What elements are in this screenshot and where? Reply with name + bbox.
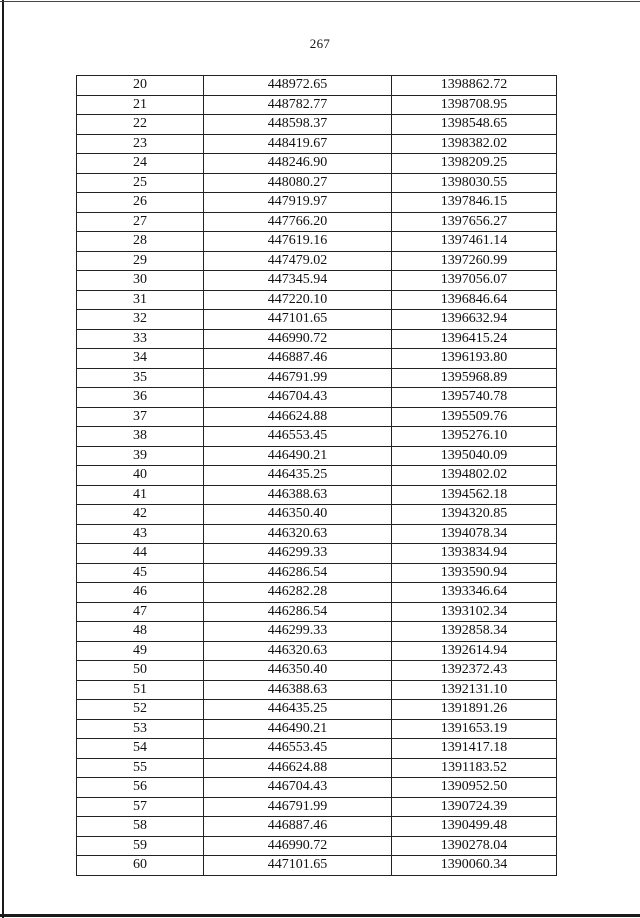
point-number-cell: 55	[77, 758, 204, 778]
point-number-cell: 40	[77, 466, 204, 486]
table-row	[77, 719, 557, 739]
point-number-cell: 50	[77, 661, 204, 681]
y-coordinate-cell: 1393102.34	[392, 602, 557, 622]
table-row	[77, 427, 557, 447]
table-row	[77, 368, 557, 388]
table-row	[77, 524, 557, 544]
x-coordinate-cell: 446350.40	[204, 505, 392, 525]
x-coordinate-cell: 446388.63	[204, 485, 392, 505]
x-coordinate-cell: 448598.37	[204, 115, 392, 135]
table-row	[77, 544, 557, 564]
y-coordinate-cell: 1394562.18	[392, 485, 557, 505]
y-coordinate-cell: 1397461.14	[392, 232, 557, 252]
table-row	[77, 583, 557, 603]
point-number-cell: 35	[77, 368, 204, 388]
x-coordinate-cell: 446435.25	[204, 700, 392, 720]
table-row	[77, 95, 557, 115]
y-coordinate-cell: 1392131.10	[392, 680, 557, 700]
y-coordinate-cell: 1391183.52	[392, 758, 557, 778]
table-row	[77, 641, 557, 661]
x-coordinate-cell: 446435.25	[204, 466, 392, 486]
x-coordinate-cell: 446791.99	[204, 797, 392, 817]
y-coordinate-cell: 1395740.78	[392, 388, 557, 408]
point-number-cell: 59	[77, 836, 204, 856]
point-number-cell: 43	[77, 524, 204, 544]
point-number-cell: 54	[77, 739, 204, 759]
point-number-cell: 51	[77, 680, 204, 700]
y-coordinate-cell: 1390060.34	[392, 856, 557, 876]
table-row	[77, 173, 557, 193]
point-number-cell: 36	[77, 388, 204, 408]
y-coordinate-cell: 1390724.39	[392, 797, 557, 817]
x-coordinate-cell: 446320.63	[204, 524, 392, 544]
x-coordinate-cell: 447101.65	[204, 310, 392, 330]
table-row	[77, 212, 557, 232]
table-row	[77, 836, 557, 856]
point-number-cell: 28	[77, 232, 204, 252]
table-row	[77, 310, 557, 330]
x-coordinate-cell: 446553.45	[204, 739, 392, 759]
x-coordinate-cell: 446299.33	[204, 622, 392, 642]
x-coordinate-cell: 446553.45	[204, 427, 392, 447]
table-row	[77, 115, 557, 135]
x-coordinate-cell: 447345.94	[204, 271, 392, 291]
y-coordinate-cell: 1391891.26	[392, 700, 557, 720]
x-coordinate-cell: 446704.43	[204, 778, 392, 798]
x-coordinate-cell: 448080.27	[204, 173, 392, 193]
y-coordinate-cell: 1394320.85	[392, 505, 557, 525]
table-row	[77, 680, 557, 700]
y-coordinate-cell: 1390499.48	[392, 817, 557, 837]
point-number-cell: 31	[77, 290, 204, 310]
table-row	[77, 856, 557, 876]
table-row	[77, 485, 557, 505]
y-coordinate-cell: 1398209.25	[392, 154, 557, 174]
table-row	[77, 817, 557, 837]
table-row	[77, 505, 557, 525]
y-coordinate-cell: 1393834.94	[392, 544, 557, 564]
page-edge-bottom	[0, 914, 640, 917]
point-number-cell: 41	[77, 485, 204, 505]
table-row	[77, 758, 557, 778]
point-number-cell: 29	[77, 251, 204, 271]
page-edge-top	[0, 1, 640, 2]
y-coordinate-cell: 1394802.02	[392, 466, 557, 486]
point-number-cell: 21	[77, 95, 204, 115]
point-number-cell: 58	[77, 817, 204, 837]
table-row	[77, 563, 557, 583]
table-row	[77, 602, 557, 622]
table-row	[77, 407, 557, 427]
table-row	[77, 388, 557, 408]
point-number-cell: 46	[77, 583, 204, 603]
x-coordinate-cell: 448782.77	[204, 95, 392, 115]
y-coordinate-cell: 1398030.55	[392, 173, 557, 193]
point-number-cell: 49	[77, 641, 204, 661]
y-coordinate-cell: 1395968.89	[392, 368, 557, 388]
y-coordinate-cell: 1398862.72	[392, 76, 557, 96]
y-coordinate-cell: 1398708.95	[392, 95, 557, 115]
point-number-cell: 32	[77, 310, 204, 330]
y-coordinate-cell: 1397056.07	[392, 271, 557, 291]
x-coordinate-cell: 448419.67	[204, 134, 392, 154]
table-row	[77, 466, 557, 486]
point-number-cell: 26	[77, 193, 204, 213]
y-coordinate-cell: 1396632.94	[392, 310, 557, 330]
y-coordinate-cell: 1396415.24	[392, 329, 557, 349]
point-number-cell: 45	[77, 563, 204, 583]
y-coordinate-cell: 1397656.27	[392, 212, 557, 232]
x-coordinate-cell: 446388.63	[204, 680, 392, 700]
x-coordinate-cell: 447479.02	[204, 251, 392, 271]
y-coordinate-cell: 1391653.19	[392, 719, 557, 739]
page-edge-left	[2, 0, 4, 918]
x-coordinate-cell: 446990.72	[204, 329, 392, 349]
y-coordinate-cell: 1398548.65	[392, 115, 557, 135]
y-coordinate-cell: 1392614.94	[392, 641, 557, 661]
x-coordinate-cell: 448246.90	[204, 154, 392, 174]
x-coordinate-cell: 446350.40	[204, 661, 392, 681]
table-row	[77, 700, 557, 720]
y-coordinate-cell: 1395040.09	[392, 446, 557, 466]
coordinate-table-body	[77, 76, 557, 876]
point-number-cell: 30	[77, 271, 204, 291]
y-coordinate-cell: 1396193.80	[392, 349, 557, 369]
point-number-cell: 20	[77, 76, 204, 96]
table-row	[77, 622, 557, 642]
table-row	[77, 661, 557, 681]
x-coordinate-cell: 447220.10	[204, 290, 392, 310]
point-number-cell: 39	[77, 446, 204, 466]
y-coordinate-cell: 1394078.34	[392, 524, 557, 544]
y-coordinate-cell: 1397846.15	[392, 193, 557, 213]
point-number-cell: 44	[77, 544, 204, 564]
point-number-cell: 48	[77, 622, 204, 642]
table-row	[77, 251, 557, 271]
y-coordinate-cell: 1395276.10	[392, 427, 557, 447]
table-row	[77, 193, 557, 213]
x-coordinate-cell: 446282.28	[204, 583, 392, 603]
y-coordinate-cell: 1396846.64	[392, 290, 557, 310]
coordinate-table	[76, 75, 557, 876]
x-coordinate-cell: 446624.88	[204, 407, 392, 427]
table-row	[77, 154, 557, 174]
point-number-cell: 27	[77, 212, 204, 232]
y-coordinate-cell: 1391417.18	[392, 739, 557, 759]
point-number-cell: 22	[77, 115, 204, 135]
point-number-cell: 56	[77, 778, 204, 798]
table-row	[77, 232, 557, 252]
point-number-cell: 42	[77, 505, 204, 525]
point-number-cell: 23	[77, 134, 204, 154]
x-coordinate-cell: 447919.97	[204, 193, 392, 213]
x-coordinate-cell: 446299.33	[204, 544, 392, 564]
point-number-cell: 34	[77, 349, 204, 369]
x-coordinate-cell: 447766.20	[204, 212, 392, 232]
point-number-cell: 53	[77, 719, 204, 739]
y-coordinate-cell: 1390952.50	[392, 778, 557, 798]
y-coordinate-cell: 1392858.34	[392, 622, 557, 642]
y-coordinate-cell: 1398382.02	[392, 134, 557, 154]
table-row	[77, 797, 557, 817]
x-coordinate-cell: 446990.72	[204, 836, 392, 856]
y-coordinate-cell: 1393346.64	[392, 583, 557, 603]
x-coordinate-cell: 448972.65	[204, 76, 392, 96]
point-number-cell: 38	[77, 427, 204, 447]
x-coordinate-cell: 446624.88	[204, 758, 392, 778]
table-row	[77, 134, 557, 154]
table-row	[77, 778, 557, 798]
table-row	[77, 271, 557, 291]
x-coordinate-cell: 447101.65	[204, 856, 392, 876]
x-coordinate-cell: 446887.46	[204, 817, 392, 837]
table-row	[77, 329, 557, 349]
point-number-cell: 57	[77, 797, 204, 817]
x-coordinate-cell: 446887.46	[204, 349, 392, 369]
point-number-cell: 25	[77, 173, 204, 193]
y-coordinate-cell: 1390278.04	[392, 836, 557, 856]
table-row	[77, 446, 557, 466]
x-coordinate-cell: 446490.21	[204, 719, 392, 739]
point-number-cell: 47	[77, 602, 204, 622]
y-coordinate-cell: 1393590.94	[392, 563, 557, 583]
point-number-cell: 33	[77, 329, 204, 349]
point-number-cell: 52	[77, 700, 204, 720]
y-coordinate-cell: 1392372.43	[392, 661, 557, 681]
y-coordinate-cell: 1395509.76	[392, 407, 557, 427]
x-coordinate-cell: 446320.63	[204, 641, 392, 661]
x-coordinate-cell: 446791.99	[204, 368, 392, 388]
y-coordinate-cell: 1397260.99	[392, 251, 557, 271]
table-row	[77, 349, 557, 369]
table-row	[77, 290, 557, 310]
table-row	[77, 76, 557, 96]
point-number-cell: 24	[77, 154, 204, 174]
x-coordinate-cell: 446704.43	[204, 388, 392, 408]
x-coordinate-cell: 446286.54	[204, 602, 392, 622]
x-coordinate-cell: 446490.21	[204, 446, 392, 466]
page-number: 267	[309, 36, 331, 51]
x-coordinate-cell: 446286.54	[204, 563, 392, 583]
point-number-cell: 37	[77, 407, 204, 427]
x-coordinate-cell: 447619.16	[204, 232, 392, 252]
point-number-cell: 60	[77, 856, 204, 876]
table-row	[77, 739, 557, 759]
